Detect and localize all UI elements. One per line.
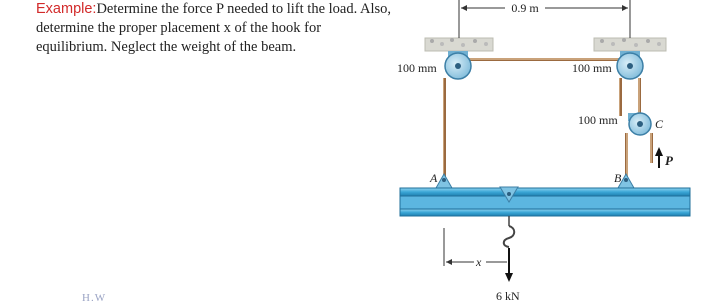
span-label: 0.9 m [511, 1, 539, 15]
dim-x-label: x [476, 255, 482, 269]
pulley-c [628, 113, 651, 135]
problem-line-2: determine the proper placement x of the hook for [36, 20, 322, 36]
footer-mark: H.W [82, 292, 107, 304]
load-label: 6 kN [496, 289, 520, 303]
radius-left-label: 100 mm [397, 61, 437, 75]
pulley-right [617, 51, 643, 79]
example-prefix: Example: [36, 1, 97, 17]
force-p-label: P [665, 153, 673, 168]
problem-line-3: equilibrium. Neglect the weight of the beam. [36, 39, 297, 55]
point-b-label: B [614, 171, 622, 185]
radius-c-label: 100 mm [578, 113, 618, 127]
pulley-left [445, 51, 471, 79]
point-c-label: C [655, 117, 664, 131]
point-a-label: A [430, 171, 438, 185]
span-dimension [459, 0, 630, 38]
load-arrow [505, 248, 513, 282]
ceiling-left [425, 38, 493, 51]
radius-right-label: 100 mm [572, 61, 612, 75]
beam [400, 188, 690, 216]
problem-text-1: Determine the force P needed to lift the load. Also, [96, 1, 392, 17]
force-p-arrow [655, 147, 663, 168]
ceiling-right [594, 38, 666, 51]
bracket-a [436, 174, 452, 188]
